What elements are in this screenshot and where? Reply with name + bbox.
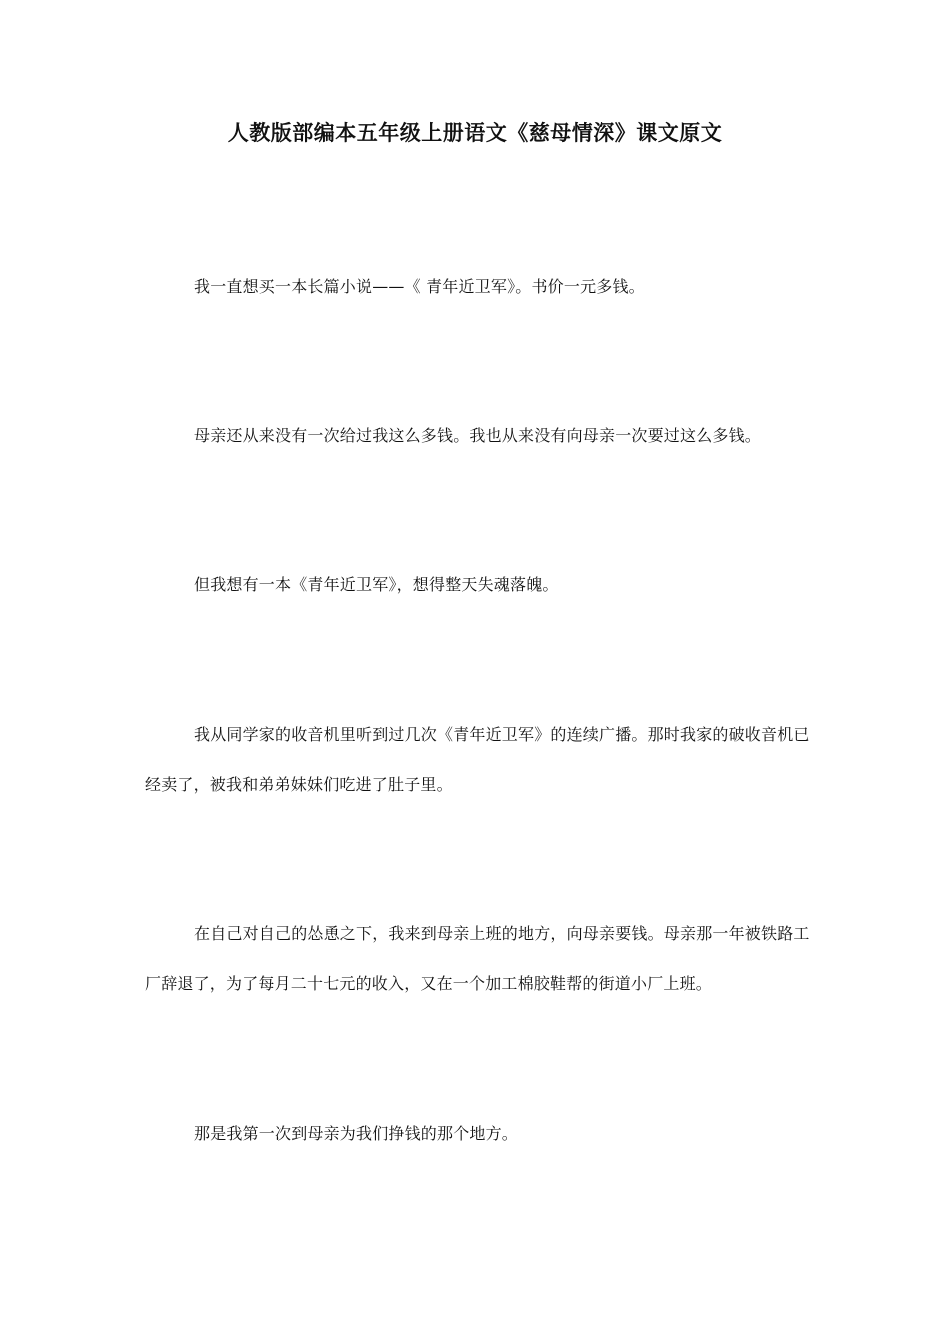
document-title: 人教版部编本五年级上册语文《慈母情深》课文原文: [227, 121, 723, 145]
paragraph-3: 但我想有一本《青年近卫军》，想得整天失魂落魄。: [194, 575, 559, 594]
paragraph-4: 我从同学家的收音机里听到过几次《青年近卫军》的连续广播。那时我家的破收音机已经卖了，被我和弟弟妹妹们吃进了肚子里。: [145, 725, 810, 794]
paragraph-6: 那是我第一次到母亲为我们挣钱的那个地方。: [194, 1124, 519, 1143]
paragraph-5: 在自己对自己的怂恿之下，我来到母亲上班的地方，向母亲要钱。母亲那一年被铁路工厂辞退了，为了每月二十七元的收入，又在一个加工棉胶鞋帮的街道小厂上班。: [145, 924, 810, 993]
paragraph-2: 母亲还从来没有一次给过我这么多钱。我也从来没有向母亲一次要过这么多钱。: [194, 426, 762, 445]
paragraph-1: 我一直想买一本长篇小说——《 青年近卫军》。书价一元多钱。: [194, 277, 645, 296]
